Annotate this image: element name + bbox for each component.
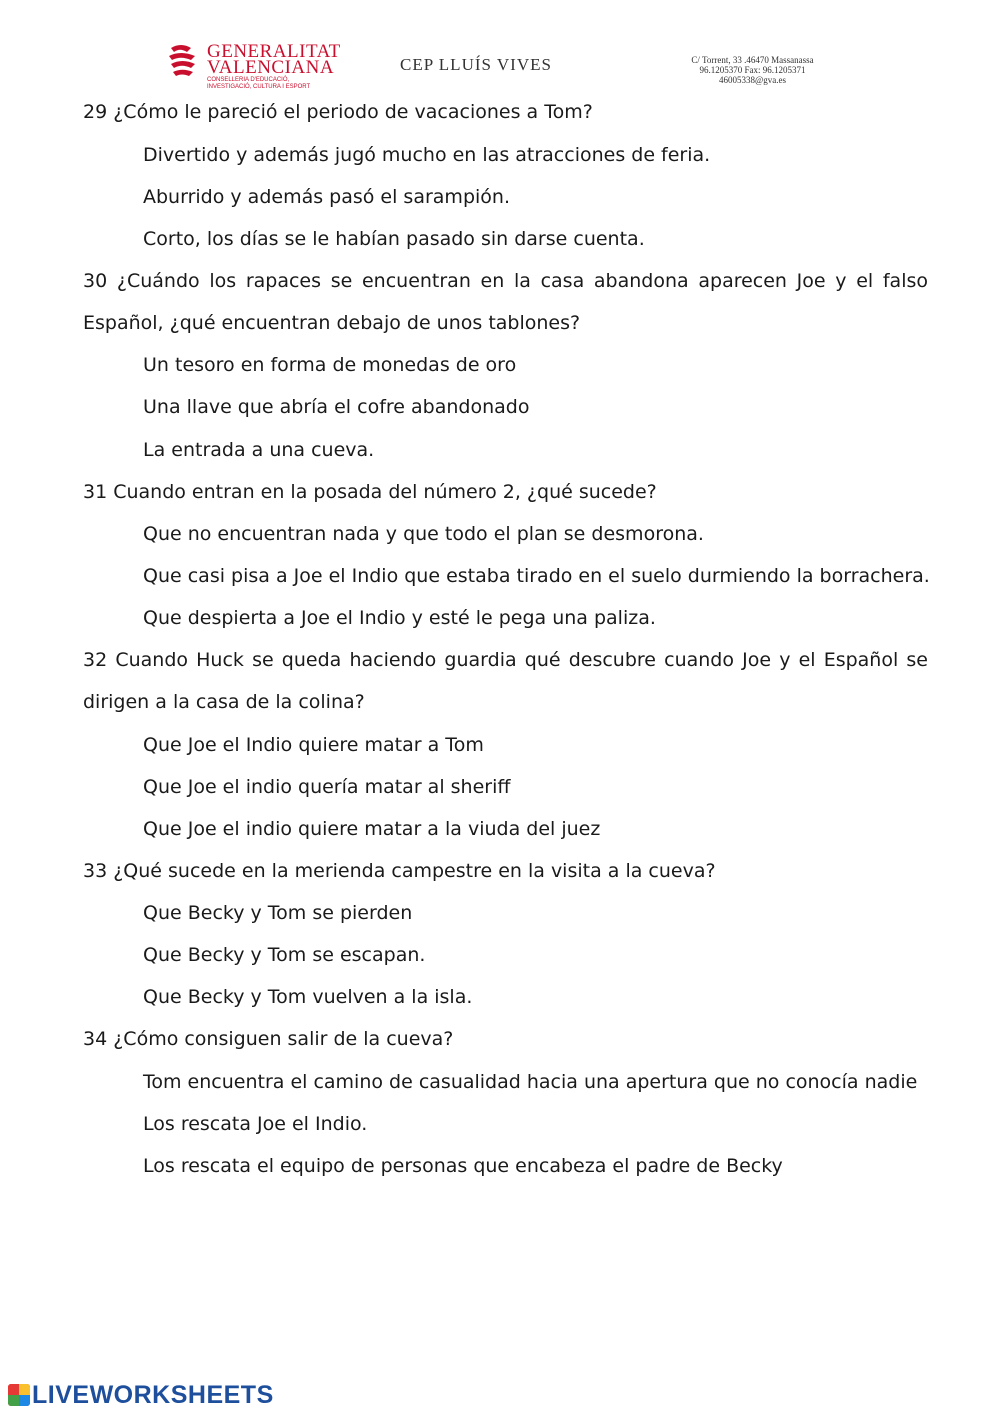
question-30-option-2[interactable]: Una llave que abría el cofre abandonado <box>143 396 530 418</box>
question-33-option-1[interactable]: Que Becky y Tom se pierden <box>143 902 413 924</box>
page-header <box>0 40 1000 92</box>
question-30-text-line1: 30 ¿Cuándo los rapaces se encuentran en la casa abandona aparecen Joe y el falso <box>83 270 928 292</box>
generalitat-emblem-icon <box>167 42 199 82</box>
school-name: CEP LLUÍS VIVES <box>400 55 552 74</box>
question-29-option-3[interactable]: Corto, los días se le habían pasado sin darse cuenta. <box>143 228 645 250</box>
org-name-line2: VALENCIANA <box>207 57 335 78</box>
question-34-option-3[interactable]: Los rescata el equipo de personas que encabeza el padre de Becky <box>143 1155 783 1177</box>
question-31-option-3[interactable]: Que despierta a Joe el Indio y esté le pega una paliza. <box>143 607 656 629</box>
question-32-text-line2: dirigen a la casa de la colina? <box>83 691 365 713</box>
question-32-option-3[interactable]: Que Joe el indio quiere matar a la viuda del juez <box>143 818 601 840</box>
question-29-text: 29 ¿Cómo le pareció el periodo de vacaciones a Tom? <box>83 101 593 123</box>
question-31-text: 31 Cuando entran en la posada del número 2, ¿qué sucede? <box>83 481 657 503</box>
org-name-line1: GENERALITAT <box>207 41 341 62</box>
school-contact <box>655 55 850 85</box>
school-email: 46005338@gva.es <box>718 75 787 85</box>
question-30-text-line2: Español, ¿qué encuentran debajo de unos tablones? <box>83 312 581 334</box>
question-30-option-1[interactable]: Un tesoro en forma de monedas de oro <box>143 354 517 376</box>
question-31-option-2[interactable]: Que casi pisa a Joe el Indio que estaba tirado en el suelo durmiendo la borrachera. <box>143 565 930 587</box>
question-29-option-1[interactable]: Divertido y además jugó mucho en las atracciones de feria. <box>143 144 711 166</box>
question-29-option-2[interactable]: Aburrido y además pasó el sarampión. <box>143 186 510 208</box>
liveworksheets-icon <box>8 1384 30 1406</box>
question-33-option-3[interactable]: Que Becky y Tom vuelven a la isla. <box>143 986 473 1008</box>
question-32-text-line1: 32 Cuando Huck se queda haciendo guardia qué descubre cuando Joe y el Español se <box>83 649 928 671</box>
question-33-option-2[interactable]: Que Becky y Tom se escapan. <box>143 944 426 966</box>
org-department-line2: INVESTIGACIÓ, CULTURA I ESPORT <box>207 84 311 90</box>
org-department-line1: CONSELLERIA D'EDUCACIÓ, <box>207 77 290 83</box>
school-address: C/ Torrent, 33 .46470 Massanassa <box>691 55 814 65</box>
question-32-option-1[interactable]: Que Joe el Indio quiere matar a Tom <box>143 734 484 756</box>
question-30-option-3[interactable]: La entrada a una cueva. <box>143 439 375 461</box>
school-phone-fax: 96.1205370 Fax: 96.1205371 <box>699 65 806 75</box>
liveworksheets-brand-text: LIVEWORKSHEETS <box>32 1381 274 1409</box>
question-34-option-1[interactable]: Tom encuentra el camino de casualidad hacia una apertura que no conocía nadie <box>143 1071 918 1093</box>
generalitat-logo <box>167 40 342 92</box>
question-32-option-2[interactable]: Que Joe el indio quería matar al sheriff <box>143 776 511 798</box>
question-33-text: 33 ¿Qué sucede en la merienda campestre en la visita a la cueva? <box>83 860 716 882</box>
question-34-option-2[interactable]: Los rescata Joe el Indio. <box>143 1113 368 1135</box>
question-31-option-1[interactable]: Que no encuentran nada y que todo el plan se desmorona. <box>143 523 704 545</box>
question-34-text: 34 ¿Cómo consiguen salir de la cueva? <box>83 1028 454 1050</box>
